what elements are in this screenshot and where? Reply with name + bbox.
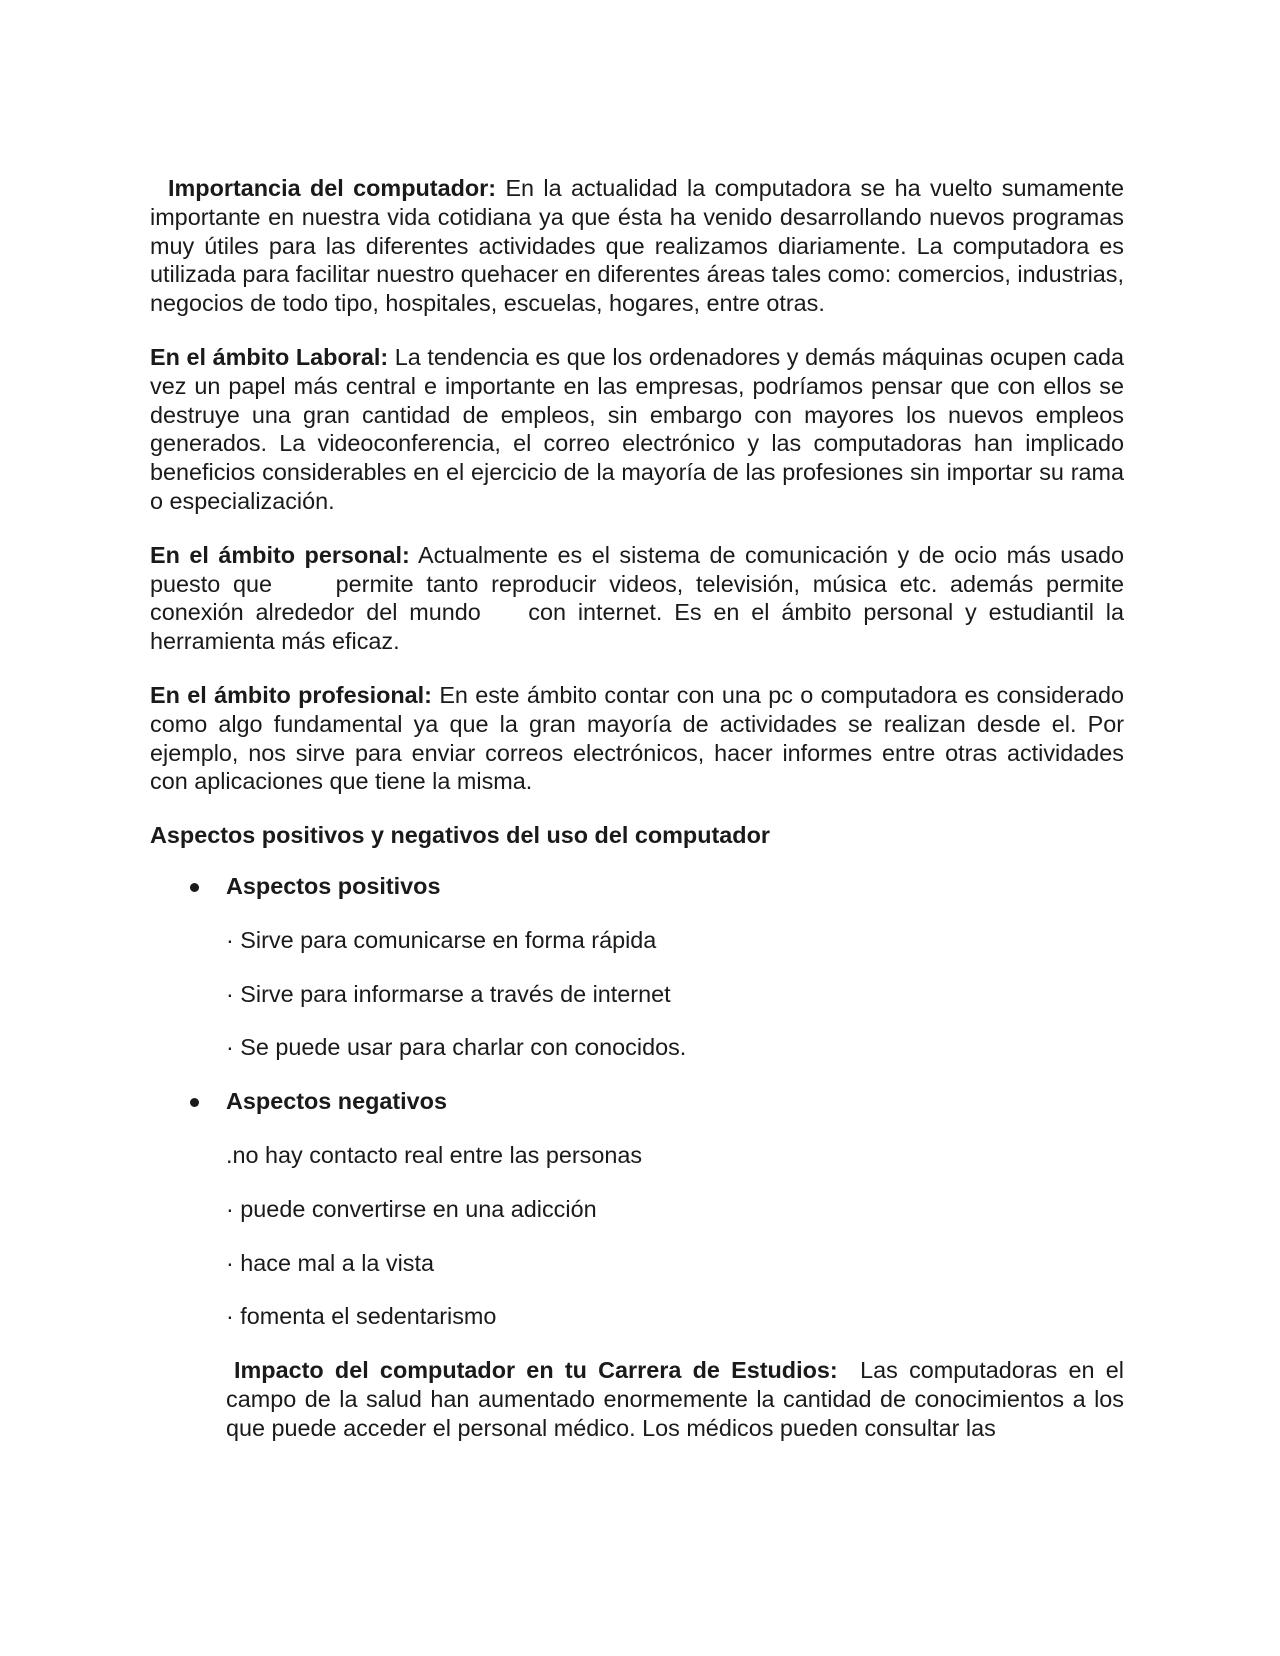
- paragraph-laboral: [150, 343, 1124, 516]
- list-item-positive-1: · Sirve para comunicarse en forma rápida: [226, 926, 657, 953]
- heading-laboral: En el ámbito Laboral:: [150, 343, 389, 370]
- text-laboral: La tendencia es que los ordenadores y demás máquinas ocupen cada vez un papel más central e importante en las empresas, podríamos pensar que con ellos se destruye una gran cantidad de empleos, sin embargo con mayores los nuevos empleos generados. La videoconferencia, el correo electrónico y las computadoras han implicado beneficios considerables en el ejercicio de la mayoría de las profesiones sin importar su rama o especialización.: [150, 343, 1124, 514]
- heading-impact: Impacto del computador en tu Carrera de Estudios:: [234, 1357, 838, 1384]
- list-item-positive-2: · Sirve para informarse a través de internet: [226, 980, 671, 1007]
- list-item-positive-3: · Se puede usar para charlar con conocidos.: [226, 1034, 687, 1061]
- paragraph-impact: [150, 1356, 1131, 1442]
- paragraph-importancia: [150, 174, 1124, 318]
- heading-profesional: En el ámbito profesional:: [150, 681, 432, 708]
- text-importancia: En la actualidad la computadora se ha vuelto sumamente importante en nuestra vida cotidiana ya que ésta ha venido desarrollando nuevos programas muy útiles para las diferentes actividades que realizamos diariamente. La computadora es utilizada para facilitar nuestro quehacer en diferentes áreas tales como: comercios, industrias, negocios de todo tipo, hospitales, escuelas, hogares, entre otras.: [150, 175, 1124, 317]
- aspects-title: Aspectos positivos y negativos del uso del computador: [150, 822, 770, 849]
- list-item-negative-2: · puede convertirse en una adicción: [226, 1195, 597, 1222]
- list-item-negative-4: · fomenta el sedentarismo: [226, 1303, 497, 1330]
- paragraph-personal: [150, 541, 1144, 656]
- text-personal: Actualmente es el sistema de comunicación y de ocio más usado puesto que permite tanto reproducir videos, televisión, música etc. además permite conexión alrededor del mundo con internet. Es en el ámbito personal y estudiantil la herramienta más eficaz.: [150, 541, 1144, 655]
- document-page: [150, 174, 1144, 1443]
- bullet-dot-icon: [190, 1098, 199, 1107]
- paragraph-profesional: [150, 681, 1124, 796]
- text-impact: Las computadoras en el campo de la salud han aumentado enormemente la cantidad de conocimientos a los que puede acceder el personal médico. Los médicos pueden consultar las: [226, 1357, 1131, 1441]
- bullet-aspectos-negativos: [150, 1087, 1124, 1116]
- bullet-dot-icon: [190, 883, 199, 892]
- heading-importancia: Importancia del computador:: [168, 175, 497, 201]
- list-item-negative-3: · hace mal a la vista: [226, 1249, 435, 1276]
- positive-label: Aspectos positivos: [226, 872, 441, 899]
- bullet-aspectos-positivos: [150, 872, 1124, 901]
- heading-personal: En el ámbito personal:: [150, 541, 410, 568]
- text-profesional: En este ámbito contar con una pc o computadora es considerado como algo fundamental ya que la gran mayoría de actividades se realizan desde el. Por ejemplo, nos sirve para enviar correos electrónicos, hacer informes entre otras actividades con aplicaciones que tiene la misma.: [150, 681, 1124, 795]
- negative-label: Aspectos negativos: [226, 1088, 447, 1115]
- list-item-negative-1: .no hay contacto real entre las personas: [226, 1141, 643, 1168]
